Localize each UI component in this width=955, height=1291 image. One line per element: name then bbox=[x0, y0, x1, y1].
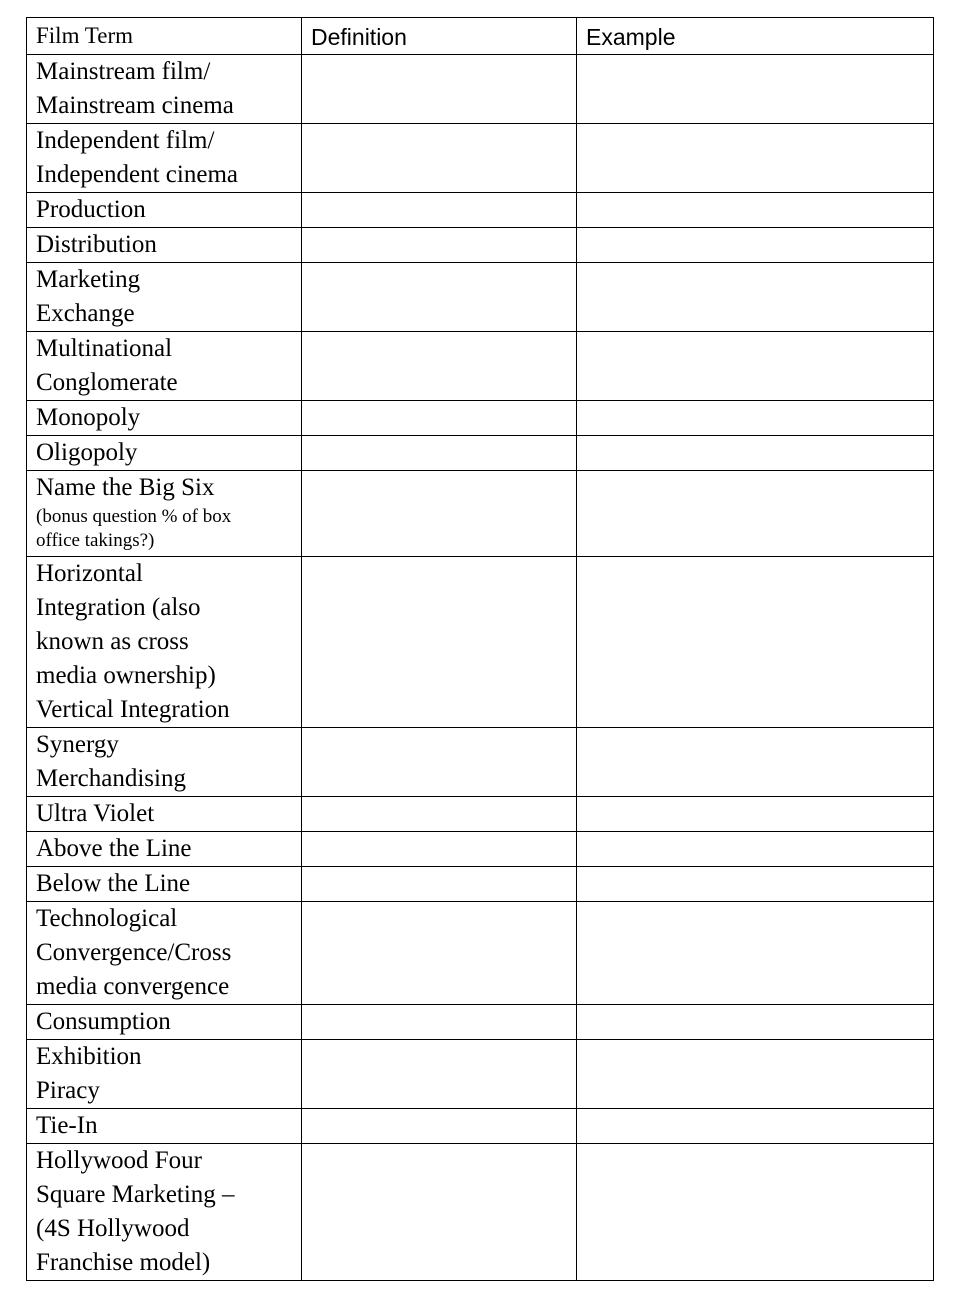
example-cell[interactable] bbox=[577, 193, 934, 228]
term-cell bbox=[27, 557, 302, 728]
definition-cell[interactable] bbox=[302, 401, 577, 436]
term-cell bbox=[27, 228, 302, 263]
table-row bbox=[27, 471, 934, 557]
term-cell bbox=[27, 1109, 302, 1144]
term-line: Conglomerate bbox=[36, 369, 178, 396]
term-line: Distribution bbox=[36, 231, 157, 258]
term-cell bbox=[27, 55, 302, 124]
worksheet bbox=[26, 17, 933, 1281]
table-row bbox=[27, 332, 934, 401]
bonus-note bbox=[36, 505, 292, 555]
term-cell bbox=[27, 1040, 302, 1109]
example-cell[interactable] bbox=[577, 902, 934, 1005]
term-cell bbox=[27, 902, 302, 1005]
table-row bbox=[27, 55, 934, 124]
term-line: (4S Hollywood bbox=[36, 1215, 190, 1242]
table-row bbox=[27, 1109, 934, 1144]
table-row bbox=[27, 228, 934, 263]
note-line: (bonus question % of box bbox=[36, 506, 232, 527]
term-line: Marketing bbox=[36, 266, 141, 293]
note-line: office takings?) bbox=[36, 530, 155, 551]
definition-cell[interactable] bbox=[302, 797, 577, 832]
header-film-term: Film Term bbox=[27, 18, 302, 55]
example-cell[interactable] bbox=[577, 832, 934, 867]
term-line: Production bbox=[36, 196, 146, 223]
definition-cell[interactable] bbox=[302, 193, 577, 228]
term-line: known as cross bbox=[36, 628, 189, 655]
example-cell[interactable] bbox=[577, 332, 934, 401]
example-cell[interactable] bbox=[577, 471, 934, 557]
definition-cell[interactable] bbox=[302, 332, 577, 401]
definition-cell[interactable] bbox=[302, 55, 577, 124]
example-cell[interactable] bbox=[577, 124, 934, 193]
definition-cell[interactable] bbox=[302, 124, 577, 193]
example-cell[interactable] bbox=[577, 436, 934, 471]
term-cell bbox=[27, 124, 302, 193]
term-cell bbox=[27, 401, 302, 436]
term-line: media ownership) bbox=[36, 662, 216, 689]
definition-cell[interactable] bbox=[302, 471, 577, 557]
term-line: Exchange bbox=[36, 300, 135, 327]
table-row bbox=[27, 557, 934, 728]
table-row bbox=[27, 902, 934, 1005]
term-line: Multinational bbox=[36, 335, 173, 362]
example-cell[interactable] bbox=[577, 1005, 934, 1040]
term-line: Hollywood Four bbox=[36, 1147, 202, 1174]
table-row bbox=[27, 1144, 934, 1281]
header-row bbox=[27, 18, 934, 55]
table-row bbox=[27, 1040, 934, 1109]
example-cell[interactable] bbox=[577, 867, 934, 902]
term-cell bbox=[27, 471, 302, 557]
term-line: Ultra Violet bbox=[36, 800, 155, 827]
example-cell[interactable] bbox=[577, 55, 934, 124]
header-example: Example bbox=[577, 18, 934, 55]
term-line: Independent cinema bbox=[36, 161, 238, 188]
example-cell[interactable] bbox=[577, 728, 934, 797]
term-line: Synergy bbox=[36, 731, 119, 758]
example-cell[interactable] bbox=[577, 263, 934, 332]
term-line: Integration (also bbox=[36, 594, 201, 621]
term-line: Technological bbox=[36, 905, 178, 932]
definition-cell[interactable] bbox=[302, 1109, 577, 1144]
definition-cell[interactable] bbox=[302, 263, 577, 332]
term-line: Piracy bbox=[36, 1077, 100, 1104]
term-line: media convergence bbox=[36, 973, 230, 1000]
example-cell[interactable] bbox=[577, 401, 934, 436]
term-line: Mainstream cinema bbox=[36, 92, 234, 119]
table-row bbox=[27, 1005, 934, 1040]
definition-cell[interactable] bbox=[302, 1040, 577, 1109]
example-cell[interactable] bbox=[577, 1109, 934, 1144]
definition-cell[interactable] bbox=[302, 728, 577, 797]
definition-cell[interactable] bbox=[302, 1005, 577, 1040]
term-line: Merchandising bbox=[36, 765, 186, 792]
term-line: Franchise model) bbox=[36, 1249, 211, 1276]
term-line: Consumption bbox=[36, 1008, 171, 1035]
term-line: Tie-In bbox=[36, 1112, 98, 1139]
example-cell[interactable] bbox=[577, 797, 934, 832]
term-line: Below the Line bbox=[36, 870, 191, 897]
term-line: Horizontal bbox=[36, 560, 143, 587]
table-row bbox=[27, 193, 934, 228]
term-cell bbox=[27, 797, 302, 832]
definition-cell[interactable] bbox=[302, 436, 577, 471]
definition-cell[interactable] bbox=[302, 557, 577, 728]
example-cell[interactable] bbox=[577, 557, 934, 728]
table-row bbox=[27, 436, 934, 471]
term-line: Name the Big Six bbox=[36, 474, 215, 501]
example-cell[interactable] bbox=[577, 1144, 934, 1281]
header-definition: Definition bbox=[302, 18, 577, 55]
term-line: Above the Line bbox=[36, 835, 192, 862]
example-cell[interactable] bbox=[577, 228, 934, 263]
table-row bbox=[27, 728, 934, 797]
term-cell bbox=[27, 332, 302, 401]
term-cell bbox=[27, 263, 302, 332]
term-cell bbox=[27, 867, 302, 902]
term-line: Monopoly bbox=[36, 404, 141, 431]
term-line: Convergence/Cross bbox=[36, 939, 232, 966]
term-cell bbox=[27, 436, 302, 471]
term-cell bbox=[27, 193, 302, 228]
table-row bbox=[27, 124, 934, 193]
film-terms-table bbox=[26, 17, 934, 1281]
term-cell bbox=[27, 1144, 302, 1281]
table-row bbox=[27, 797, 934, 832]
definition-cell[interactable] bbox=[302, 867, 577, 902]
table-row bbox=[27, 867, 934, 902]
definition-cell[interactable] bbox=[302, 902, 577, 1005]
definition-cell[interactable] bbox=[302, 1144, 577, 1281]
definition-cell[interactable] bbox=[302, 832, 577, 867]
term-cell bbox=[27, 832, 302, 867]
term-line: Oligopoly bbox=[36, 439, 138, 466]
table-row bbox=[27, 401, 934, 436]
term-cell bbox=[27, 728, 302, 797]
table-row bbox=[27, 832, 934, 867]
term-line: Exhibition bbox=[36, 1043, 142, 1070]
example-cell[interactable] bbox=[577, 1040, 934, 1109]
term-line: Mainstream film/ bbox=[36, 58, 211, 85]
term-line: Vertical Integration bbox=[36, 696, 230, 723]
definition-cell[interactable] bbox=[302, 228, 577, 263]
table-row bbox=[27, 263, 934, 332]
term-line: Independent film/ bbox=[36, 127, 215, 154]
term-line: Square Marketing – bbox=[36, 1181, 235, 1208]
term-cell bbox=[27, 1005, 302, 1040]
